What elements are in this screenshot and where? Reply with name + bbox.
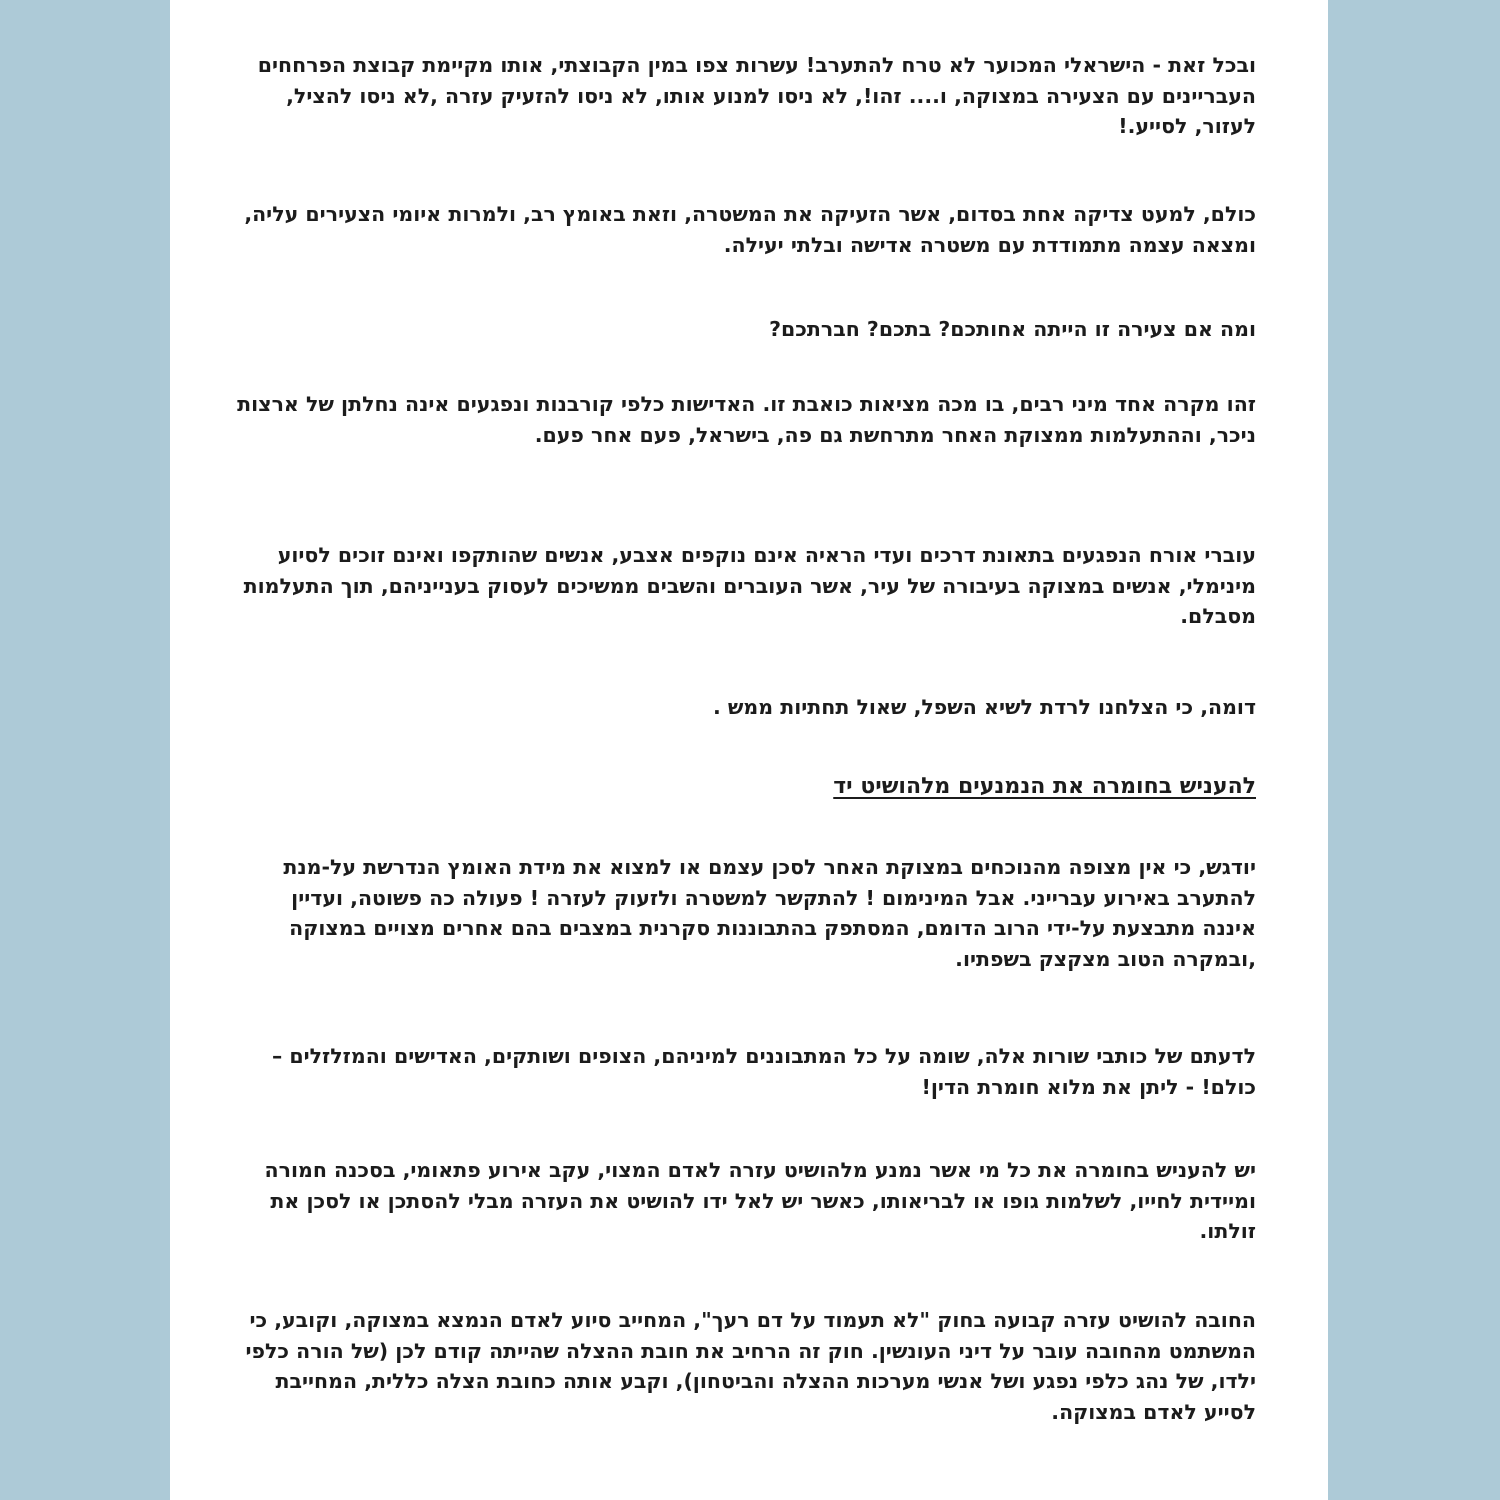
section-heading: להעניש בחומרה את הנמנעים מלהושיט יד [833, 774, 1256, 799]
paragraph-5: עוברי אורח הנפגעים בתאונת דרכים ועדי הראיה אינם נוקפים אצבע, אנשים שהותקפו ואינם זוכים לסיוע מינימלי, אנשים במצוקה בעיבורה של עיר, אשר העוברים והשבים ממשיכים לעסוק בענייניהם, תוך התעלמות מסבלם. [243, 543, 1256, 628]
paragraph-6: דומה, כי הצלחנו לרדת לשיא השפל, שאול תחתיות ממש . [712, 695, 1256, 719]
document-page [170, 0, 1328, 1500]
paragraph-4: זהו מקרה אחד מיני רבים, בו מכה מציאות כואבת זו. האדישות כלפי קורבנות ונפגעים אינה נחלתן של ארצות ניכר, וההתעלמות ממצוקת האחר מתרחשת גם פה, בישראל, פעם אחר פעם. [237, 392, 1256, 447]
paragraph-8: לדעתם של כותבי שורות אלה, שומה על כל המתבוננים למיניהם, הצופים ושותקים, האדישים והמזלזלים – כולם! - ליתן את מלוא חומרת הדין! [271, 1044, 1256, 1099]
paragraph-7: יודגש, כי אין מצופה מהנוכחים במצוקת האחר לסכן עצמם או למצוא את מידת האומץ הנדרשת על-מנת להתערב באירוע עברייני. אבל המינימום ! להתקשר למשטרה ולזעוק לעזרה ! פעולה כה פשוטה, ועדיין איננה מתבצעת על-ידי הרוב הדומם, המסתפק בהתבוננות סקרנית במצבים בהם אחרים מצויים במצוקה ,ובמקרה הטוב מצקצק בשפתיו. [283, 855, 1256, 971]
paragraph-2: כולם, למעט צדיקה אחת בסדום, אשר הזעיקה את המשטרה, וזאת באומץ רב, ולמרות איומי הצעירים עליה, ומצאה עצמה מתמודדת עם משטרה אדישה ובלתי יעילה. [244, 202, 1256, 257]
paragraph-10: החובה להושיט עזרה קבועה בחוק "לא תעמוד על דם רעך", המחייב סיוע לאדם הנמצא במצוקה, וקובע, כי המשתמט מהחובה עובר על דיני העונשין. חוק זה הרחיב את חובת ההצלה שהייתה קודם לכן (של הורה כלפי ילדו, של נהג כלפי נפגע ושל אנשי מערכות ההצלה והביטחון), וקבע אותה כחובת הצלה כללית, המחייבת לסייע לאדם במצוקה. [245, 1308, 1256, 1424]
paragraph-1: ובכל זאת - הישראלי המכוער לא טרח להתערב! עשרות צפו במין הקבוצתי, אותו מקיימת קבוצת הפרחחים העבריינים עם הצעירה במצוקה, ו.... זהו!, לא ניסו למנוע אותו, לא ניסו להזעיק עזרה ,לא ניסו להציל, לעזור, לסייע.! [257, 53, 1256, 138]
paragraph-3: ומה אם צעירה זו הייתה אחותכם? בתכם? חברתכם? [769, 317, 1256, 341]
paragraph-9: יש להעניש בחומרה את כל מי אשר נמנע מלהושיט עזרה לאדם המצוי, עקב אירוע פתאומי, בסכנה חמורה ומיידית לחייו, לשלמות גופו או לבריאותו, כאשר יש לאל ידו להושיט את העזרה מבלי להסתכן או לסכן את זולתו. [264, 1158, 1256, 1243]
